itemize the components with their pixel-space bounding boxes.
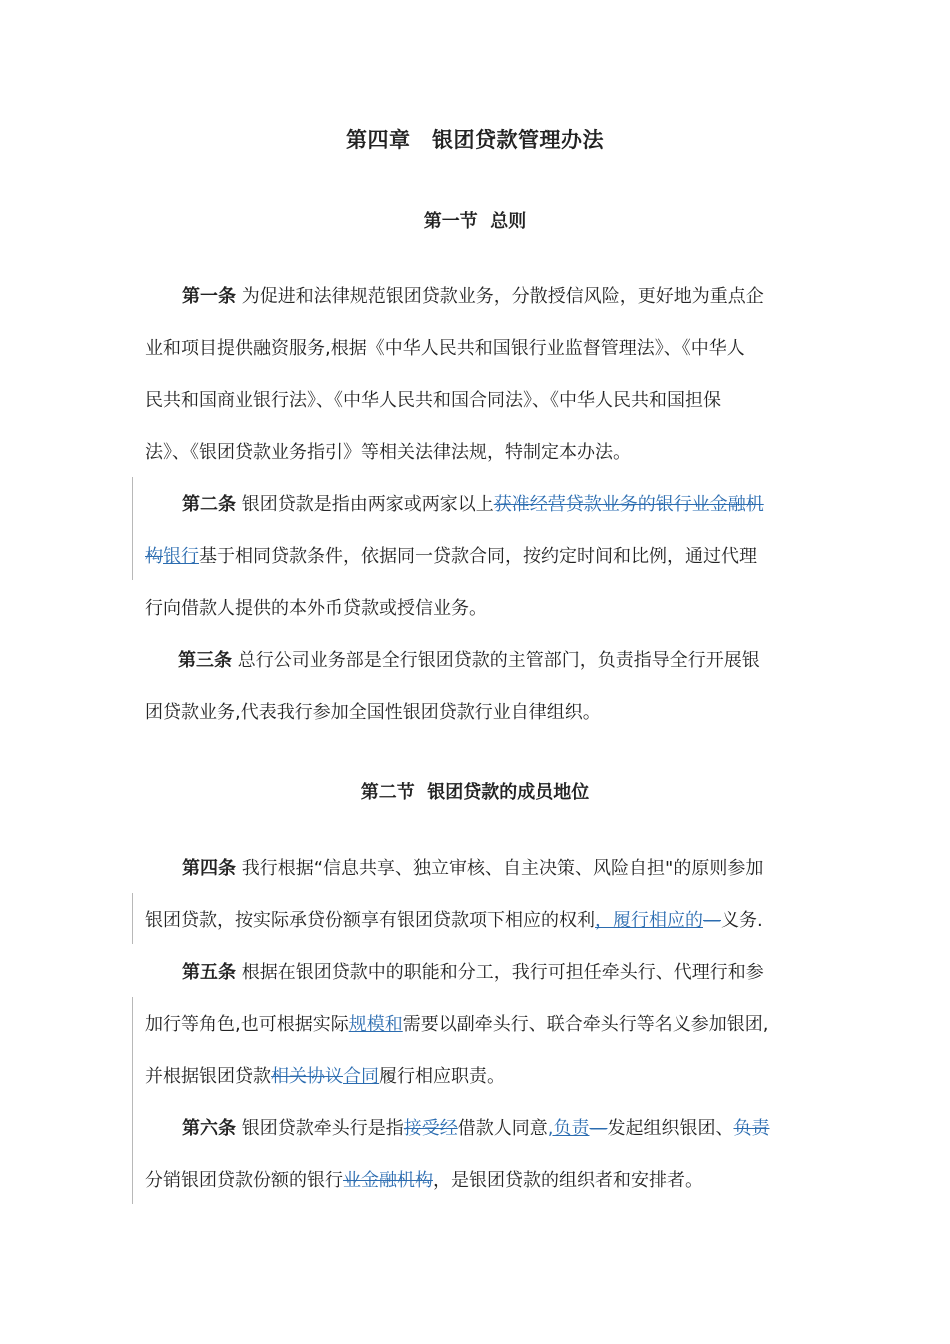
change-bar: [132, 997, 133, 1204]
article-line: [145, 544, 757, 570]
deleted-text: 相关协议: [271, 1066, 343, 1087]
inserted-text: 银行: [163, 546, 199, 567]
article-line: [145, 700, 601, 726]
article-line: [182, 492, 764, 518]
text-run: 团贷款业务,代表我行参加全国性银团贷款行业自律组织。: [145, 702, 601, 723]
deleted-text: 接受经: [403, 1118, 458, 1139]
article-line: [182, 284, 764, 310]
deleted-text: 构: [145, 546, 163, 567]
text-run: 总行公司业务部是全行银团贷款的主管部门，负责指导全行开展银: [232, 650, 760, 671]
article-line: [145, 1012, 768, 1038]
inserted-text: 规模和: [348, 1014, 403, 1035]
section-heading: 第一节 总则: [423, 211, 527, 232]
text-run: 加行等角色,也可根据实际: [145, 1014, 349, 1035]
text-run: 并根据银团贷款: [145, 1066, 271, 1087]
inserted-text: ,负责: [547, 1118, 590, 1139]
article-label: 第四条: [182, 858, 236, 879]
article-line: [182, 960, 764, 986]
deleted-text: —: [703, 910, 721, 931]
deleted-text: 获准经营贷款业务的银行业金融机: [493, 494, 764, 515]
chapter-title: 第四章 银团贷款管理办法: [346, 128, 604, 152]
text-run: 为促进和法律规范银团贷款业务，分散授信风险，更好地为重点企: [236, 286, 764, 307]
article-label: 第六条: [182, 1118, 236, 1139]
article-line: [145, 596, 487, 622]
text-run: 行向借款人提供的本外币贷款或授信业务。: [145, 598, 487, 619]
text-run: 银团贷款牵头行是指: [236, 1118, 404, 1139]
text-run: 我行根据“信息共享、独立审核、自主决策、风险自担"的原则参加: [236, 858, 764, 879]
text-run: 法》、《银团贷款业务指引》等相关法律法规，特制定本办法。: [145, 442, 631, 463]
article-line: [145, 908, 763, 934]
change-bar: [132, 477, 133, 580]
deleted-text: —: [589, 1118, 608, 1139]
article-label: 第二条: [182, 494, 236, 515]
inserted-text: 合同: [343, 1066, 379, 1087]
text-run: 基于相同贷款条件，依据同一贷款合同，按约定时间和比例，通过代理: [199, 546, 757, 567]
article-line: [182, 856, 763, 882]
article-label: 第三条: [178, 650, 232, 671]
article-label: 第五条: [182, 962, 236, 983]
deleted-text: 业金融机构: [343, 1170, 433, 1191]
change-bar: [132, 893, 133, 944]
text-run: 根据在银团贷款中的职能和分工，我行可担任牵头行、代理行和参: [236, 962, 764, 983]
article-line: [182, 1116, 769, 1142]
text-run: 义务.: [721, 910, 763, 931]
article-line: [145, 336, 745, 362]
article-line: [178, 648, 760, 674]
text-run: 需要以副牵头行、联合牵头行等名义参加银团,: [402, 1014, 769, 1035]
section-heading: 第二节 银团贷款的成员地位: [360, 782, 590, 803]
text-run: 银团贷款是指由两家或两家以上: [236, 494, 494, 515]
article-line: [145, 1064, 505, 1090]
text-run: 履行相应职责。: [379, 1066, 505, 1087]
inserted-text: ，履行相应的: [595, 910, 703, 931]
article-line: [145, 388, 721, 414]
deleted-text: 负责: [733, 1118, 770, 1139]
text-run: 民共和国商业银行法》、《中华人民共和国合同法》、《中华人民共和国担保: [145, 390, 721, 411]
text-run: 发起组织银团、: [607, 1118, 734, 1139]
text-run: 分销银团贷款份额的银行: [145, 1170, 343, 1191]
text-run: 银团贷款，按实际承贷份额享有银团贷款项下相应的权利: [145, 910, 595, 931]
article-line: [145, 1168, 703, 1194]
article-label: 第一条: [182, 286, 236, 307]
text-run: ，是银团贷款的组织者和安排者。: [433, 1170, 703, 1191]
article-line: [145, 440, 631, 466]
text-run: 业和项目提供融资服务,根据《中华人民共和国银行业监督管理法》、《中华人: [145, 338, 745, 359]
text-run: 借款人同意: [457, 1118, 548, 1139]
